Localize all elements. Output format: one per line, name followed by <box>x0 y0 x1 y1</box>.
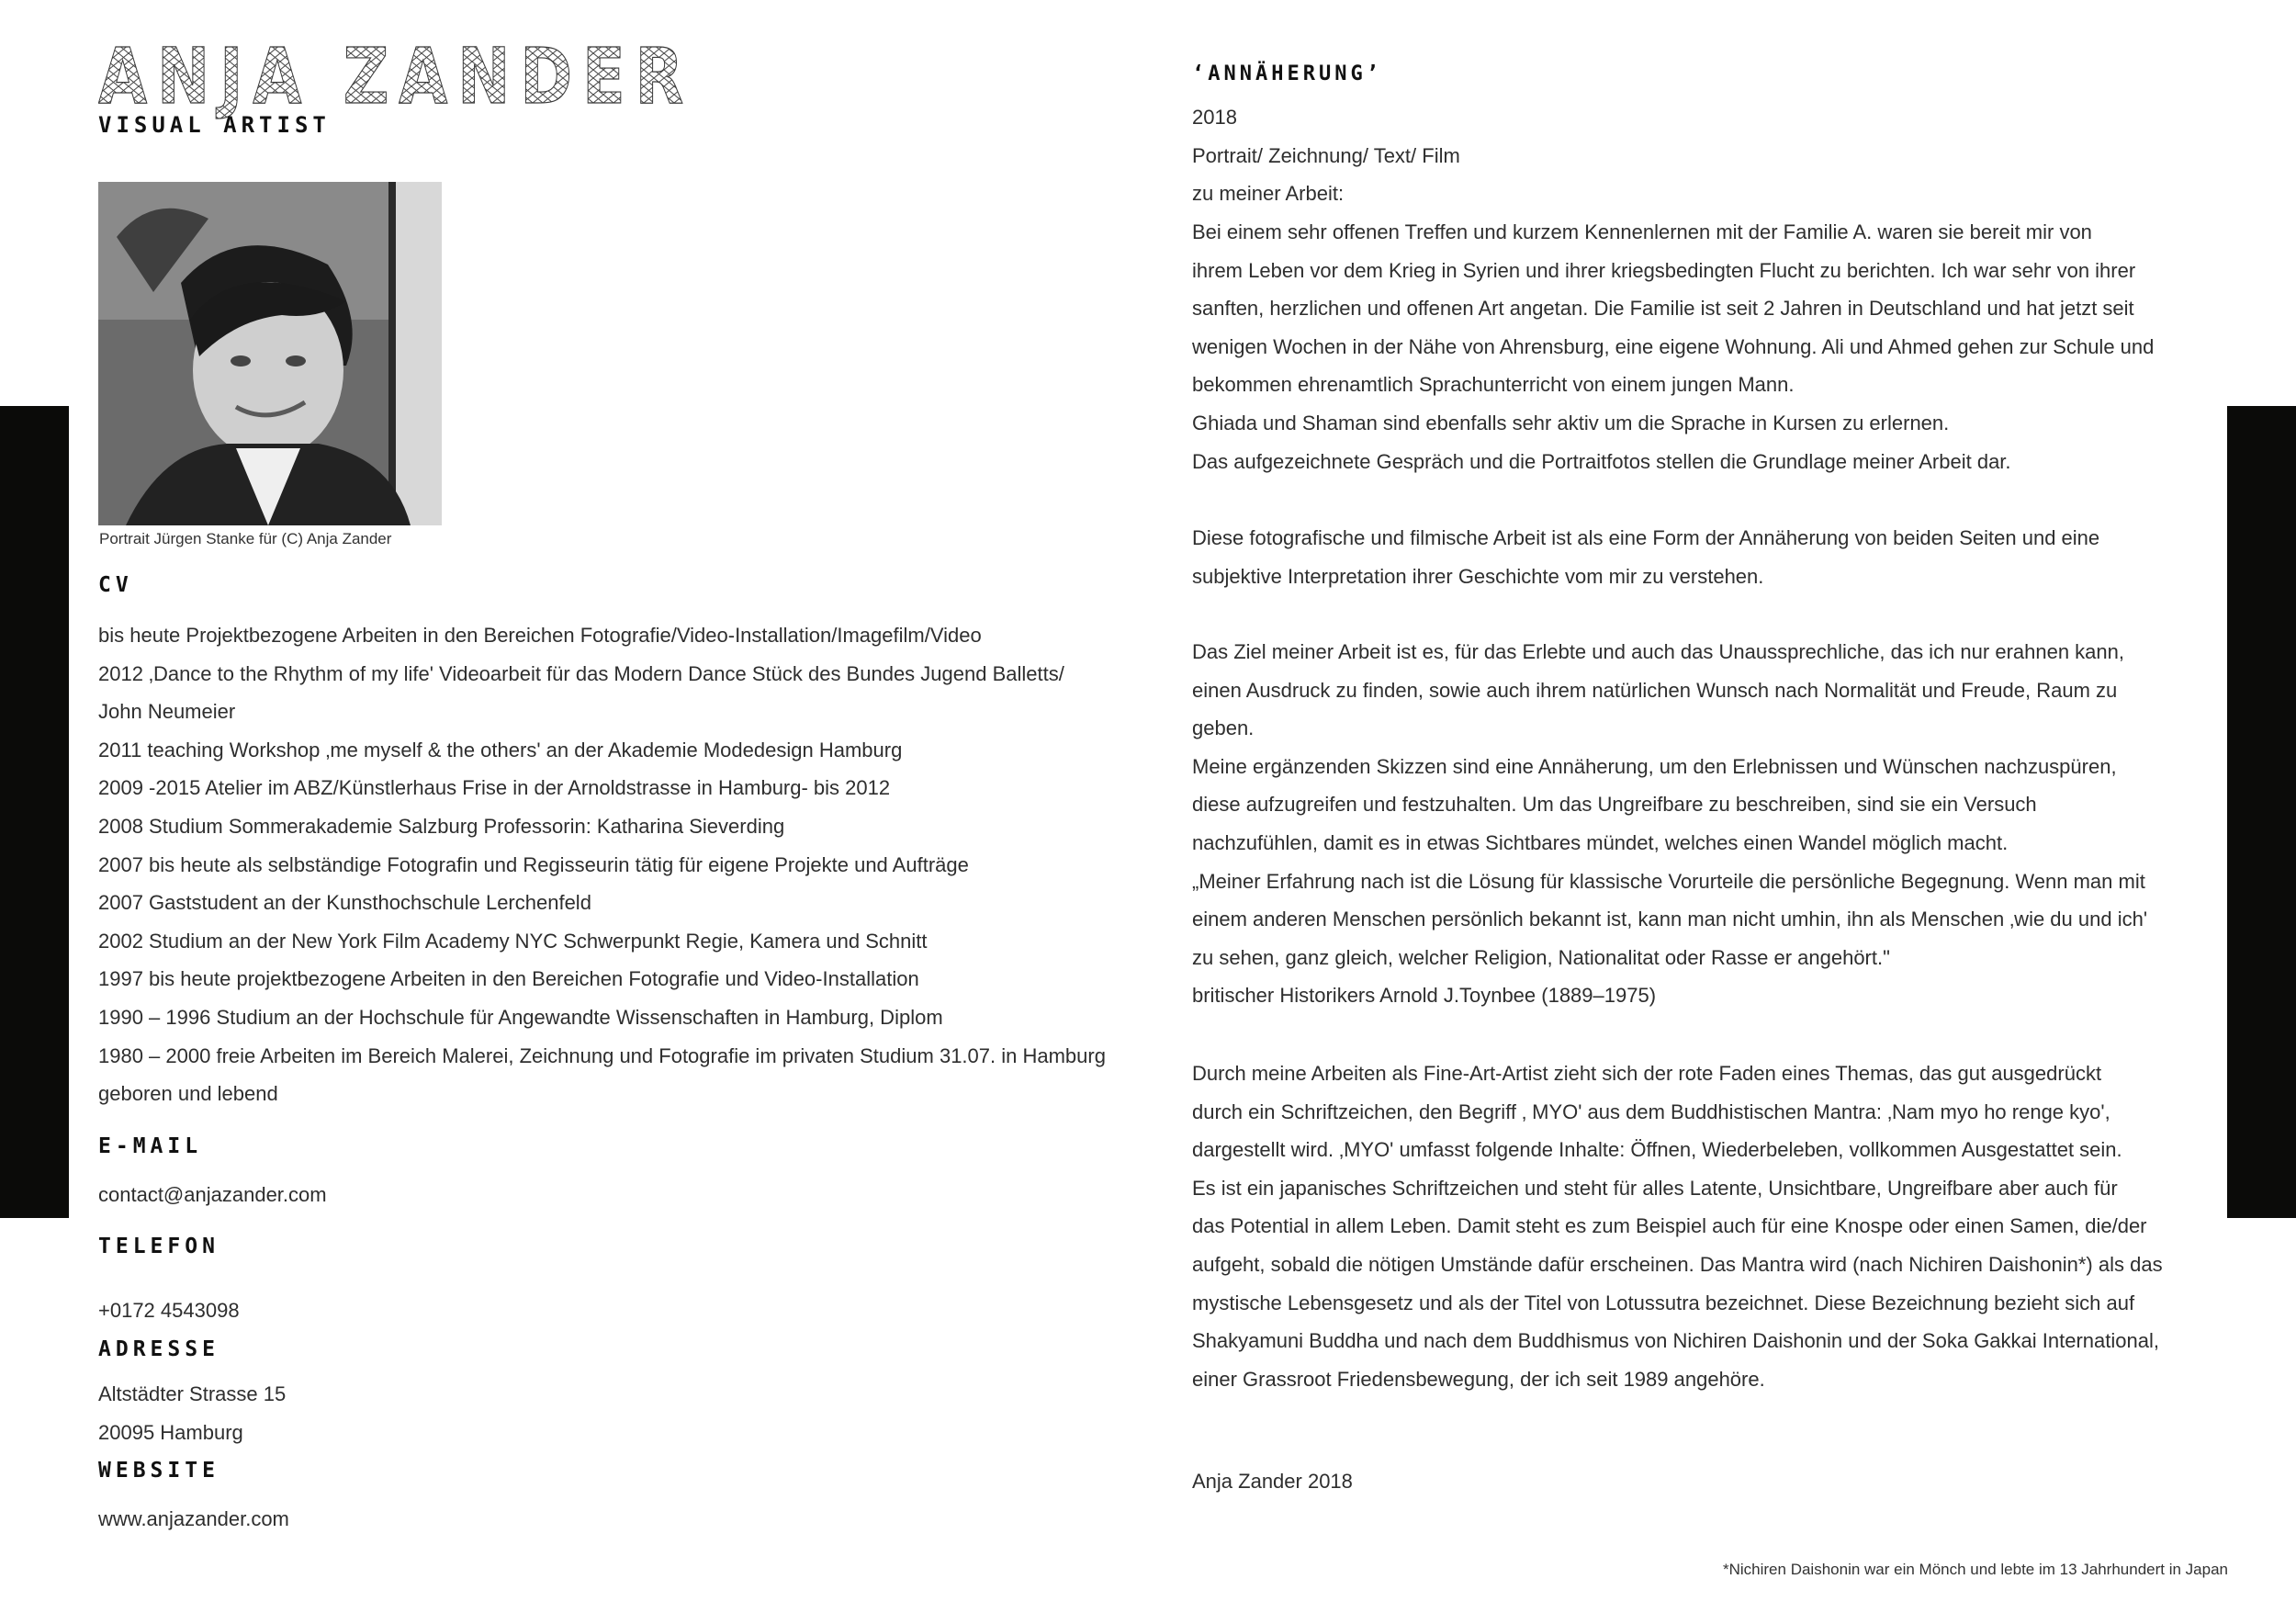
subtitle: VISUAL ARTIST <box>98 112 331 138</box>
cv-item: 2002 Studium an der New York Film Academy NYC Schwerpunkt Regie, Kamera und Schnitt <box>98 929 928 953</box>
paragraph-line: Durch meine Arbeiten als Fine-Art-Artist zieht sich der rote Faden eines Themas, das gut ausgedrückt <box>1192 1062 2102 1085</box>
portrait-photo <box>98 182 442 525</box>
paragraph-line: einem anderen Menschen persönlich bekannt ist, kann man nicht umhin, ihn als Menschen ‚wie du und ich' <box>1192 908 2148 931</box>
paragraph-line: das Potential in allem Leben. Damit steht es zum Beispiel auch für eine Knospe oder einen Samen, die/der <box>1192 1214 2147 1238</box>
phone-value: +0172 4543098 <box>98 1299 240 1322</box>
name-logo <box>98 37 704 119</box>
paragraph-line: „Meiner Erfahrung nach ist die Lösung für klassische Vorurteile die persönliche Begegnung. Wenn man mit <box>1192 869 2145 893</box>
work-year: 2018 <box>1192 106 1237 129</box>
email-value[interactable]: contact@anjazander.com <box>98 1183 327 1206</box>
paragraph-line: nachzufühlen, damit es in etwas Sichtbares mündet, welches einen Wandel möglich macht. <box>1192 830 2009 854</box>
work-media: Portrait/ Zeichnung/ Text/ Film <box>1192 144 1460 167</box>
website-value[interactable]: www.anjazander.com <box>98 1507 289 1530</box>
cv-item: geboren und lebend <box>98 1082 278 1106</box>
paragraph-line: geben. <box>1192 716 1255 740</box>
email-heading: E-MAIL <box>98 1134 203 1158</box>
paragraph-line: einer Grassroot Friedensbewegung, der ich seit 1989 angehöre. <box>1192 1367 1765 1391</box>
paragraph-line: Ghiada und Shaman sind ebenfalls sehr aktiv um die Sprache in Kursen zu erlernen. <box>1192 411 1950 434</box>
paragraph-3 <box>1192 633 2147 1015</box>
paragraph-line: Meine ergänzenden Skizzen sind eine Annäherung, um den Erlebnissen und Wünschen nachzuspüren, <box>1192 754 2117 778</box>
cv-item: 2007 bis heute als selbständige Fotografin und Regisseurin tätig für eigene Projekte und Aufträge <box>98 852 969 876</box>
cv-item: 2012 ‚Dance to the Rhythm of my life' Videoarbeit für das Modern Dance Stück des Bundes Jugend Balletts/ <box>98 661 1064 685</box>
name-logo-text: ANJA ZANDER <box>98 37 693 119</box>
paragraph-line: Diese fotografische und filmische Arbeit ist als eine Form der Annäherung von beiden Seiten und eine <box>1192 526 2100 549</box>
cv-item: 2009 -2015 Atelier im ABZ/Künstlerhaus Frise in der Arnoldstrasse in Hamburg- bis 2012 <box>98 776 891 800</box>
cv-heading: CV <box>98 573 133 597</box>
paragraph-line: einen Ausdruck zu finden, sowie auch ihrem natürlichen Wunsch nach Normalität und Freude, Raum zu <box>1192 678 2118 702</box>
photo-caption: Portrait Jürgen Stanke für (C) Anja Zander <box>99 530 392 547</box>
paragraph-4 <box>1192 1054 2163 1398</box>
cv-item: 1980 – 2000 freie Arbeiten im Bereich Malerei, Zeichnung und Fotografie im privaten Studium 31.07. in Hamburg <box>98 1043 1106 1067</box>
address-heading: ADRESSE <box>98 1337 219 1361</box>
paragraph-line: diese aufzugreifen und festzuhalten. Um das Ungreifbare zu beschreiben, sind sie ein Versuch <box>1192 793 2037 817</box>
paragraph-line: Shakyamuni Buddha und nach dem Buddhismus von Nichiren Daishonin und der Soka Gakkai International, <box>1192 1329 2159 1353</box>
paragraph-line: britischer Historikers Arnold J.Toynbee (1889–1975) <box>1192 984 1657 1008</box>
address-line2: 20095 Hamburg <box>98 1421 243 1444</box>
paragraph-line: durch ein Schriftzeichen, den Begriff ‚ MYO' aus dem Buddhistischen Mantra: ‚Nam myo ho renge kyo', <box>1192 1100 2110 1123</box>
paragraph-line: Es ist ein japanisches Schriftzeichen und steht für alles Latente, Unsichtbare, Ungreifbare aber auch für <box>1192 1176 2118 1200</box>
paragraph-line: ihrem Leben vor dem Krieg in Syrien und ihrer kriegsbedingten Flucht zu berichten. Ich war sehr von ihrer <box>1192 258 2136 282</box>
cv-item: John Neumeier <box>98 700 236 724</box>
paragraph-line: Bei einem sehr offenen Treffen und kurzem Kennenlernen mit der Familie A. waren sie bereit mir von <box>1192 220 2092 243</box>
paragraph-line: aufgeht, sobald die nötigen Umstände dafür erscheinen. Das Mantra wird (nach Nichiren Daishonin*) als das <box>1192 1252 2163 1276</box>
address-line1: Altstädter Strasse 15 <box>98 1382 287 1405</box>
paragraph-line: wenigen Wochen in der Nähe von Ahrensburg, eine eigene Wohnung. Ali und Ahmed gehen zur Schule und <box>1192 334 2155 358</box>
signature: Anja Zander 2018 <box>1192 1470 1353 1493</box>
paragraph-line: mystische Lebensgesetz und als der Titel von Lotussutra bezeichnet. Diese Bezeichnung bezieht sich auf <box>1192 1291 2135 1314</box>
work-intro-label: zu meiner Arbeit: <box>1192 182 1345 205</box>
cv-list <box>98 616 1106 1113</box>
website-heading: WEBSITE <box>98 1459 219 1483</box>
cv-item: bis heute Projektbezogene Arbeiten in den Bereichen Fotografie/Video-Installation/Imagefilm/Video <box>98 624 982 647</box>
work-title: ‘ANNÄHERUNG’ <box>1192 62 1382 85</box>
cv-item: 2011 teaching Workshop ‚me myself & the others' an der Akademie Modedesign Hamburg <box>98 738 903 761</box>
paragraph-line: bekommen ehrenamtlich Sprachunterricht von einem jungen Mann. <box>1192 373 1795 397</box>
paragraph-line: subjektive Interpretation ihrer Geschichte vom mir zu verstehen. <box>1192 564 1764 588</box>
cv-item: 1990 – 1996 Studium an der Hochschule für Angewandte Wissenschaften in Hamburg, Diplom <box>98 1005 943 1029</box>
phone-heading: TELEFON <box>98 1235 219 1258</box>
paragraph-line: Das aufgezeichnete Gespräch und die Portraitfotos stellen die Grundlage meiner Arbeit dar. <box>1192 449 2011 473</box>
right-black-bar <box>2227 406 2296 1218</box>
cv-item: 1997 bis heute projektbezogene Arbeiten in den Bereichen Fotografie und Video-Installation <box>98 967 919 991</box>
paragraph-line: Das Ziel meiner Arbeit ist es, für das Erlebte und auch das Unaussprechliche, das ich nur erahnen kann, <box>1192 640 2124 663</box>
paragraph-line: sanften, herzlichen und offenen Art angetan. Die Familie ist seit 2 Jahren in Deutschland und hat jetzt seit <box>1192 297 2134 321</box>
cv-item: 2008 Studium Sommerakademie Salzburg Professorin: Katharina Sieverding <box>98 814 785 838</box>
footnote: *Nichiren Daishonin war ein Mönch und lebte im 13 Jahrhundert in Japan <box>1723 1561 2228 1578</box>
cv-item: 2007 Gaststudent an der Kunsthochschule Lerchenfeld <box>98 891 591 915</box>
paragraph-line: dargestellt wird. ‚MYO' umfasst folgende Inhalte: Öffnen, Wiederbeleben, vollkommen Ausgestattet sein. <box>1192 1138 2122 1162</box>
paragraph-2 <box>1192 519 2099 595</box>
paragraph-1 <box>1192 213 2154 480</box>
left-black-bar <box>0 406 69 1218</box>
paragraph-line: zu sehen, ganz gleich, welcher Religion, Nationalitat oder Rasse er angehört." <box>1192 945 1890 969</box>
